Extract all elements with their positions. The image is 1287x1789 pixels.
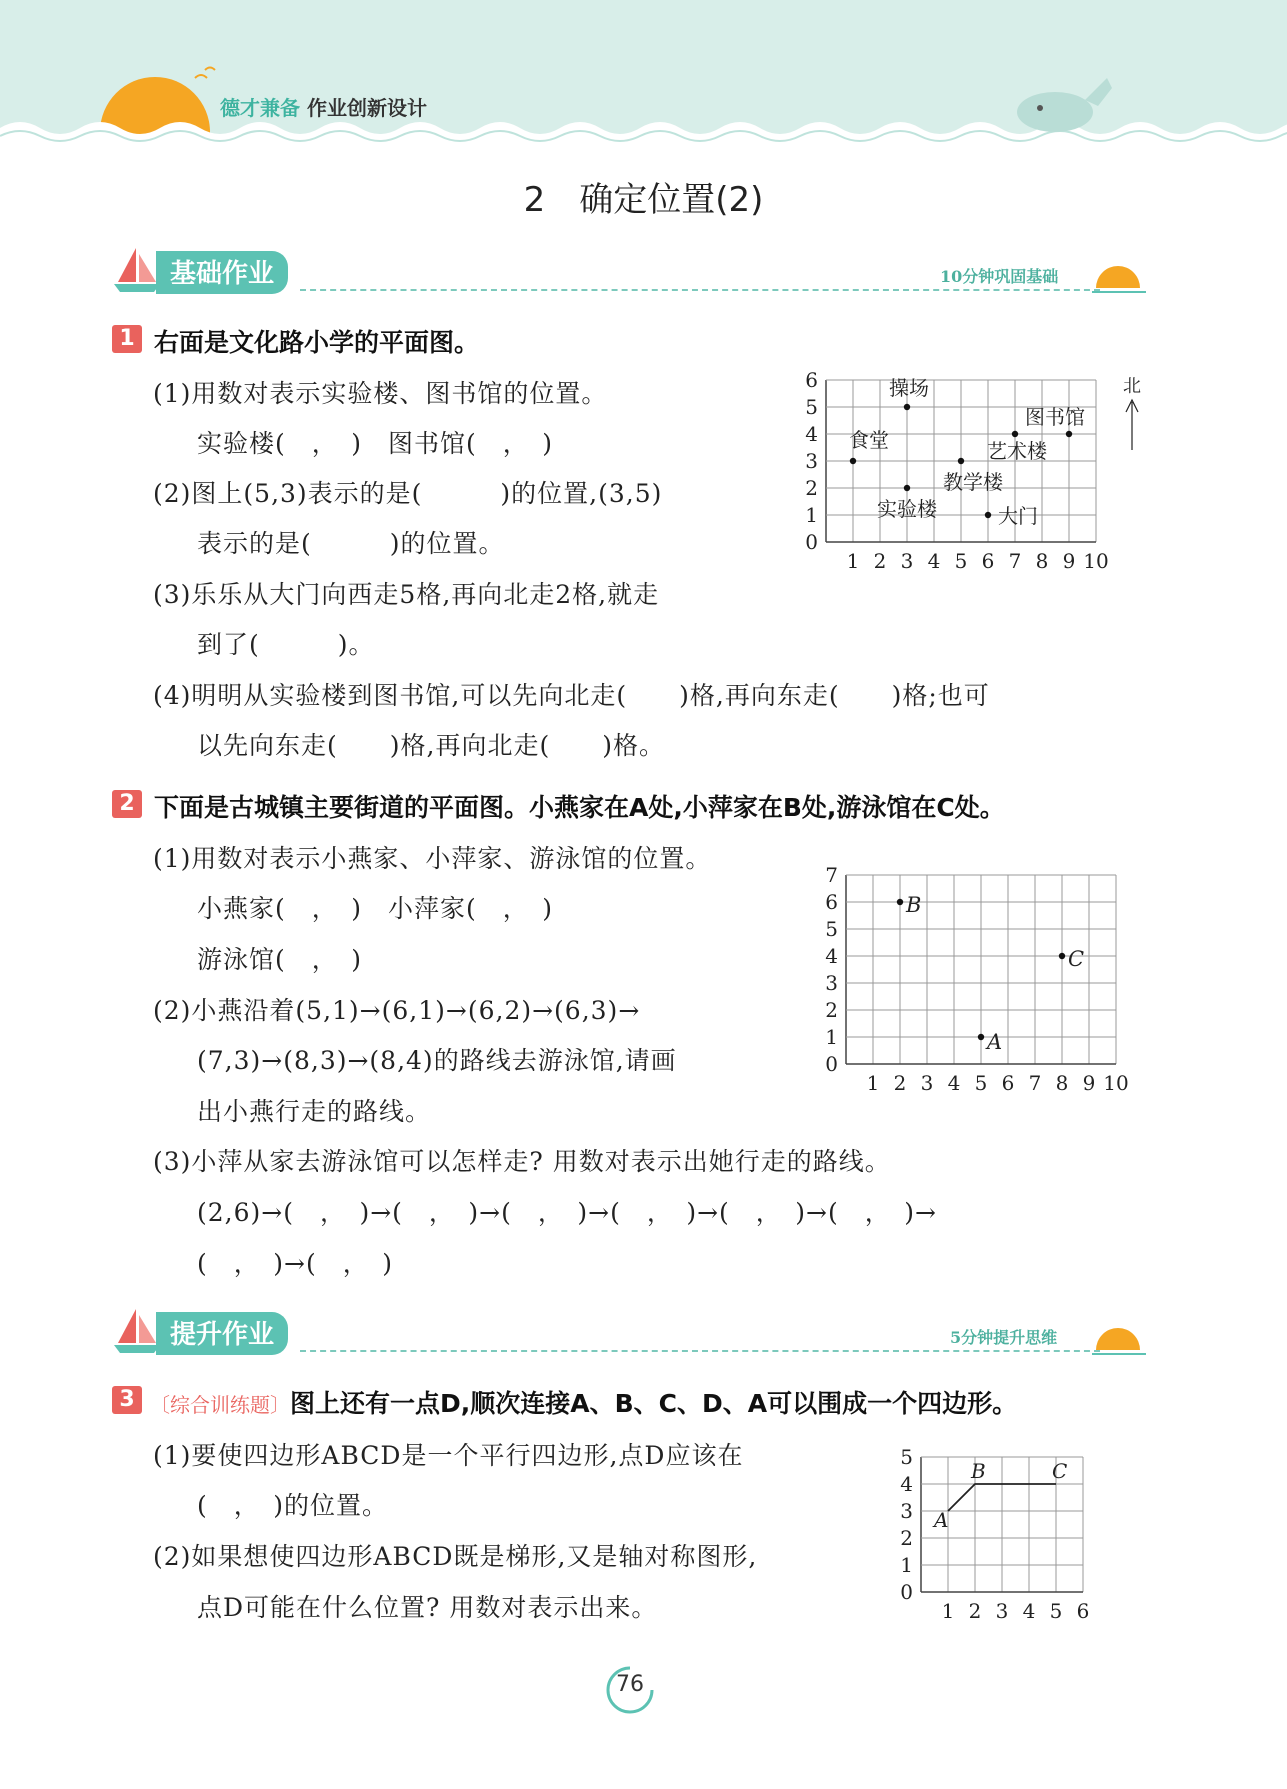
section-basic-label: 基础作业 bbox=[156, 251, 288, 294]
place-point bbox=[904, 404, 910, 410]
place-label: 实验楼 bbox=[877, 497, 937, 521]
x-tick-label: 1 bbox=[846, 549, 860, 573]
point-label: C bbox=[1052, 1459, 1068, 1483]
section-advanced-label: 提升作业 bbox=[156, 1312, 288, 1355]
place-label: 艺术楼 bbox=[987, 439, 1047, 463]
place-label: 大门 bbox=[998, 504, 1038, 528]
x-tick-label: 1 bbox=[866, 1071, 880, 1095]
y-tick-label: 1 bbox=[805, 503, 818, 527]
q2-line: (3)小萍从家去游泳馆可以怎样走? 用数对表示出她行走的路线。 bbox=[153, 1147, 891, 1176]
x-tick-label: 9 bbox=[1082, 1071, 1096, 1095]
question-1-head: 右面是文化路小学的平面图。 bbox=[154, 328, 480, 357]
page-number: 76 bbox=[616, 1672, 644, 1697]
x-tick-label: 6 bbox=[1076, 1599, 1090, 1623]
y-tick-label: 3 bbox=[900, 1499, 913, 1523]
x-tick-label: 3 bbox=[920, 1071, 934, 1095]
q3-line: (2)如果想使四边形ABCD既是梯形,又是轴对称图形, bbox=[153, 1542, 758, 1571]
sunset-icon bbox=[1090, 258, 1150, 298]
page-header bbox=[0, 0, 1287, 150]
header-decoration bbox=[0, 0, 1287, 150]
x-tick-label: 1 bbox=[941, 1599, 955, 1623]
place-label: 食堂 bbox=[849, 428, 889, 452]
y-tick-label: 2 bbox=[825, 998, 838, 1022]
q1-line: 到了( )。 bbox=[197, 630, 375, 659]
whale-icon bbox=[1017, 78, 1112, 132]
question-number: 3 bbox=[112, 1386, 142, 1414]
q1-line: 以先向东走( )格,再向北走( )格。 bbox=[197, 731, 665, 760]
q2-line: ( ， )→( ， ) bbox=[197, 1249, 393, 1278]
x-tick-label: 4 bbox=[1022, 1599, 1036, 1623]
y-tick-label: 5 bbox=[900, 1445, 913, 1469]
q2-line: (1)用数对表示小燕家、小萍家、游泳馆的位置。 bbox=[153, 844, 712, 873]
point-label: C bbox=[1068, 947, 1085, 971]
q3-line: 点D可能在什么位置? 用数对表示出来。 bbox=[197, 1593, 658, 1622]
y-tick-label: 0 bbox=[805, 530, 818, 554]
place-label: 操场 bbox=[889, 376, 929, 400]
brand-colored: 德才兼备 bbox=[220, 96, 300, 120]
place-label: 图书馆 bbox=[1025, 405, 1085, 429]
question-number: 2 bbox=[112, 790, 142, 818]
point-label: A bbox=[934, 1508, 949, 1532]
q1-line: (2)图上(5,3)表示的是( )的位置,(3,5) bbox=[153, 479, 663, 508]
x-tick-label: 4 bbox=[927, 549, 941, 573]
q1-line: (4)明明从实验楼到图书馆,可以先向北走( )格,再向东走( )格;也可 bbox=[153, 681, 990, 710]
y-tick-label: 5 bbox=[805, 395, 818, 419]
north-label: 北 bbox=[1123, 376, 1141, 397]
x-tick-label: 4 bbox=[947, 1071, 961, 1095]
grid-point bbox=[897, 899, 903, 905]
brand-plain: 作业创新设计 bbox=[306, 96, 427, 120]
town-street-grid bbox=[820, 860, 1150, 1100]
y-tick-label: 2 bbox=[805, 476, 818, 500]
q3-line: (1)要使四边形ABCD是一个平行四边形,点D应该在 bbox=[153, 1441, 744, 1470]
place-point bbox=[958, 458, 964, 464]
q1-line: 表示的是( )的位置。 bbox=[197, 529, 505, 558]
place-point bbox=[1066, 431, 1072, 437]
point-label: B bbox=[906, 893, 922, 917]
bird-icon bbox=[195, 68, 215, 79]
page-title: 2 确定位置(2) bbox=[523, 180, 764, 220]
sunset-icon bbox=[1090, 1320, 1150, 1360]
sailboat-icon bbox=[112, 244, 162, 294]
x-tick-label: 3 bbox=[900, 549, 914, 573]
x-tick-label: 6 bbox=[981, 549, 995, 573]
q3-line: ( ， )的位置。 bbox=[197, 1491, 389, 1520]
place-point bbox=[850, 458, 856, 464]
q1-line: (3)乐乐从大门向西走5格,再向北走2格,就走 bbox=[153, 580, 660, 609]
y-tick-label: 1 bbox=[900, 1553, 913, 1577]
y-tick-label: 1 bbox=[825, 1025, 838, 1049]
x-tick-label: 3 bbox=[995, 1599, 1009, 1623]
q2-line: 小燕家( ， ) 小萍家( ， ) bbox=[197, 894, 554, 923]
place-label: 教学楼 bbox=[943, 470, 1003, 494]
grid-point bbox=[1059, 953, 1065, 959]
y-tick-label: 3 bbox=[825, 971, 838, 995]
section-basic-note: 10分钟巩固基础 bbox=[940, 267, 1059, 286]
q2-line: 出小燕行走的路线。 bbox=[197, 1097, 432, 1126]
divider bbox=[300, 289, 1100, 291]
q2-line: 游泳馆( ， ) bbox=[197, 945, 363, 974]
place-point bbox=[904, 485, 910, 491]
y-tick-label: 4 bbox=[825, 944, 838, 968]
point-label: A bbox=[987, 1030, 1003, 1054]
x-tick-label: 2 bbox=[893, 1071, 907, 1095]
x-tick-label: 9 bbox=[1062, 549, 1076, 573]
x-tick-label: 5 bbox=[1049, 1599, 1063, 1623]
place-point bbox=[985, 512, 991, 518]
q1-line: 实验楼( ， ) 图书馆( ， ) bbox=[197, 429, 554, 458]
x-tick-label: 10 bbox=[1103, 1071, 1129, 1095]
x-tick-label: 5 bbox=[974, 1071, 988, 1095]
y-tick-label: 6 bbox=[805, 370, 818, 392]
x-tick-label: 2 bbox=[873, 549, 887, 573]
y-tick-label: 7 bbox=[825, 863, 838, 887]
y-tick-label: 2 bbox=[900, 1526, 913, 1550]
quadrilateral-grid bbox=[885, 1440, 1105, 1630]
place-point bbox=[1012, 431, 1018, 437]
question-3-head bbox=[150, 1384, 1017, 1420]
grid-point bbox=[978, 1034, 984, 1040]
sailboat-icon bbox=[112, 1305, 162, 1355]
x-tick-label: 2 bbox=[968, 1599, 982, 1623]
question-3-text: 图上还有一点D,顺次连接A、B、C、D、A可以围成一个四边形。 bbox=[290, 1389, 1018, 1418]
y-tick-label: 5 bbox=[825, 917, 838, 941]
y-tick-label: 3 bbox=[805, 449, 818, 473]
y-tick-label: 0 bbox=[825, 1052, 838, 1076]
x-tick-label: 5 bbox=[954, 549, 968, 573]
y-tick-label: 6 bbox=[825, 890, 838, 914]
point-label: B bbox=[971, 1459, 986, 1483]
q2-line: (2,6)→( ， )→( ， )→( ， )→( ， )→( ， )→( ， )→ bbox=[197, 1198, 937, 1227]
school-map bbox=[800, 370, 1150, 580]
question-number: 1 bbox=[112, 325, 142, 353]
x-tick-label: 10 bbox=[1083, 549, 1109, 573]
x-tick-label: 7 bbox=[1028, 1071, 1042, 1095]
x-tick-label: 6 bbox=[1001, 1071, 1015, 1095]
x-tick-label: 8 bbox=[1055, 1071, 1069, 1095]
x-tick-label: 8 bbox=[1035, 549, 1049, 573]
x-tick-label: 7 bbox=[1008, 549, 1022, 573]
question-2-head: 下面是古城镇主要街道的平面图。小燕家在A处,小萍家在B处,游泳馆在C处。 bbox=[154, 793, 1005, 822]
question-tag: 〔综合训练题〕 bbox=[150, 1393, 290, 1417]
q1-line: (1)用数对表示实验楼、图书馆的位置。 bbox=[153, 379, 608, 408]
y-tick-label: 4 bbox=[900, 1472, 913, 1496]
divider bbox=[300, 1350, 1100, 1352]
section-advanced-note: 5分钟提升思维 bbox=[950, 1328, 1058, 1347]
y-tick-label: 0 bbox=[900, 1580, 913, 1604]
q2-line: (2)小燕沿着(5,1)→(6,1)→(6,2)→(6,3)→ bbox=[153, 996, 641, 1025]
q2-line: (7,3)→(8,3)→(8,4)的路线去游泳馆,请画 bbox=[197, 1046, 677, 1075]
brand bbox=[220, 92, 427, 121]
y-tick-label: 4 bbox=[805, 422, 818, 446]
